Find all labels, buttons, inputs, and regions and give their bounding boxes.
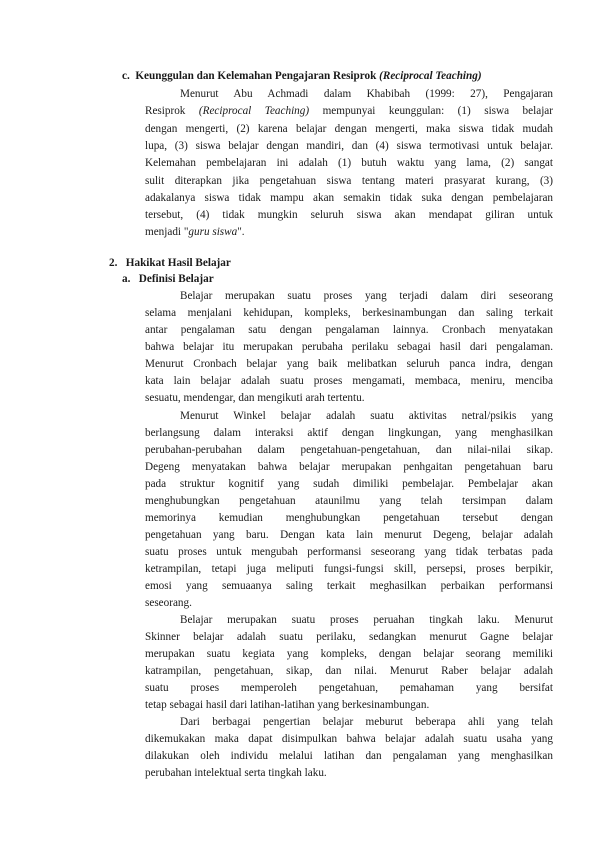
section-c-heading: [122, 69, 482, 83]
section-c-line: tersebut, (4) tidak mungkin seluruh siswa akan mendapat giliran untuk: [145, 209, 553, 221]
subsection-a-marker: a.: [122, 273, 131, 285]
section-c-line: dengan mengerti, (2) karena belajar dengan mengerti, maka siswa tidak mudah: [145, 123, 553, 135]
paragraph-line: katrampilan, pengetahuan, sikap, dan nilai. Menurut Raber belajar adalah: [145, 665, 553, 677]
paragraph-line: antar pengalaman satu dengan pengalaman lainnya. Cronbach menyatakan: [145, 324, 553, 336]
paragraph-line: selama menjalani kehidupan, kompleks, berkesinambungan dan saling terkait: [145, 307, 553, 319]
paragraph-line: Skinner belajar adalah suatu perilaku, sedangkan menurut Gagne belajar: [145, 631, 553, 643]
subsection-a-heading: [122, 272, 214, 286]
section-c-line: sulit diterapkan jika pengetahuan siswa tentang materi prasyarat kurang, (3): [145, 175, 553, 187]
paragraph-line: emosi yang semuaanya saling terkait meghasilkan perbaikan performansi: [145, 580, 553, 592]
paragraph-line: Menurut Cronbach belajar yang baik melibatkan seluruh panca indra, dengan: [145, 358, 553, 370]
paragraph-line: suatu proses memperoleh pengetahuan, pemahaman yang bersifat: [145, 682, 553, 694]
paragraph-line: sesuatu, mendengar, dan mengikuti arah tertentu.: [145, 392, 365, 404]
section-c-line: Resiprok (Reciprocal Teaching) mempunyai keunggulan: (1) siswa belajar: [145, 105, 553, 117]
section-2-heading: [109, 256, 231, 270]
paragraph-line: pengetahuan yang baru. Dengan kata lain menurut Degeng, belajar adalah: [145, 529, 553, 541]
paragraph-line: dilakukan oleh individu melalui latihan dan pengalaman yang menghasilkan: [145, 750, 553, 762]
paragraph-line: berlangsung dalam interaksi aktif dengan lingkungan, yang menghasilkan: [145, 427, 553, 439]
paragraph-line: bahwa belajar itu merupakan perubaha perilaku sebagai hasil dari pengalaman.: [145, 341, 553, 353]
paragraph-line: tetap sebagai hasil dari latihan-latihan yang berkesinambungan.: [145, 699, 430, 711]
paragraph-line: merupakan suatu kegiata yang kompleks, dengan belajar seorang memiliki: [145, 648, 553, 660]
paragraph-line: perubahan intelektual serta tingkah laku.: [145, 767, 327, 779]
paragraph-line: suatu proses untuk mengubah performansi seseorang yang tidak terbatas pada: [145, 546, 553, 558]
section-c-line: lupa, (3) siswa belajar dengan mandiri, dan (4) siswa termotivasi untuk belajar.: [145, 140, 553, 152]
section-c-marker: c.: [122, 70, 130, 82]
paragraph-line: ketrampilan, tetapi juga meliputi fungsi-fungsi skill, persepsi, proses berpikir,: [145, 563, 553, 575]
section-c-line: Kelemahan pembelajaran ini adalah (1) butuh waktu yang lama, (2) sangat: [145, 157, 553, 169]
section-c-title-italic: (Reciprocal Teaching): [379, 70, 482, 82]
paragraph-line: Belajar merupakan suatu proses peruahan tingkah laku. Menurut: [180, 614, 553, 626]
subsection-a-title: Definisi Belajar: [138, 273, 214, 285]
paragraph-line: menghubungkan pengetahuan ataunilmu yang telah tersimpan dalam: [145, 495, 553, 507]
paragraph-line: perubahan-perubahan dalam pengetahuan-pengetahuan, dan nilai-nilai sikap.: [145, 444, 553, 456]
section-c-line: Menurut Abu Achmadi dalam Khabibah (1999: 27), Pengajaran: [180, 88, 553, 100]
paragraph-line: dikemukakan maka dapat disimpulkan bahwa belajar adalah suatu usaha yang: [145, 733, 553, 745]
section-c-title: Keunggulan dan Kelemahan Pengajaran Resiprok: [135, 70, 377, 82]
section-2-title: Hakikat Hasil Belajar: [125, 257, 231, 269]
paragraph-line: seseorang.: [145, 597, 192, 609]
paragraph-line: Degeng menyatakan bahwa belajar merupakan penhgaitan pengetahuan baru: [145, 461, 553, 473]
paragraph-line: pada struktur kognitif yang sudah dimiliki pembelajar. Pembelajar akan: [145, 478, 553, 490]
paragraph-line: Menurut Winkel belajar adalah suatu aktivitas netral/psikis yang: [180, 410, 553, 422]
section-c-line: menjadi "guru siswa".: [145, 226, 245, 238]
paragraph-line: Dari berbagai pengertian belajar meburut beberapa ahli yang telah: [180, 716, 553, 728]
paragraph-line: Belajar merupakan suatu proses yang terjadi dalam diri seseorang: [180, 290, 553, 302]
paragraph-line: memorinya kemudian menghubungkan pengetahuan tersebut dengan: [145, 512, 553, 524]
section-c-line: adakalanya siswa tidak mampu akan semakin tidak suka dengan pembelajaran: [145, 192, 553, 204]
paragraph-line: kata lain belajar adalah suatu proses mengamati, membaca, meniru, menciba: [145, 375, 553, 387]
section-2-marker: 2.: [109, 257, 118, 269]
